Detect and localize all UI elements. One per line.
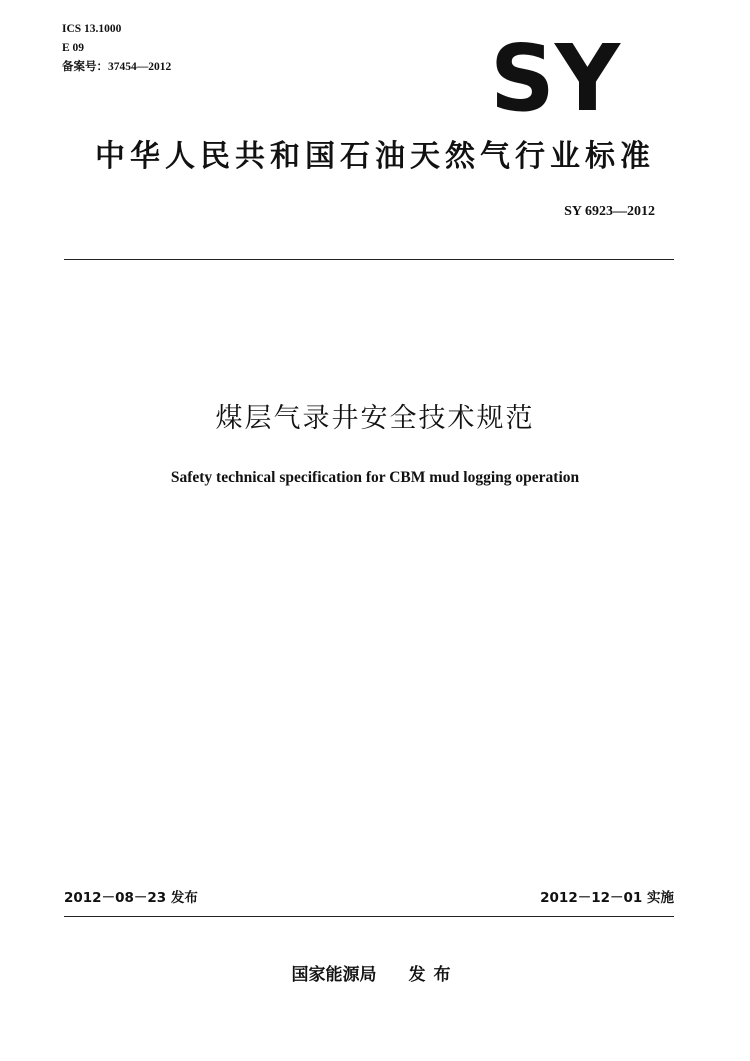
standard-metadata (62, 20, 171, 77)
classification-code: E 09 (62, 42, 85, 54)
issuer-line (0, 960, 750, 985)
bottom-divider (64, 916, 674, 917)
sy-logo-text: SY (490, 28, 622, 118)
effective-date: 2012－12－01 实施 (540, 890, 674, 906)
issuer-name: 国家能源局 (291, 965, 377, 985)
sy-logo (488, 28, 623, 118)
document-subtitle-english: Safety technical specification for CBM mud logging operation (170, 469, 580, 486)
ics-code: ICS 13.1000 (62, 23, 122, 35)
issuer-action: 发布 (408, 965, 459, 985)
document-title: 煤层气录井安全技术规范 (215, 403, 535, 434)
industry-standard-title: 中华人民共和国石油天然气行业标准 (95, 139, 655, 174)
top-divider (64, 259, 674, 260)
record-number: 备案号：37454—2012 (62, 61, 172, 73)
publish-date: 2012－08－23 发布 (64, 890, 198, 906)
standard-code: SY 6923—2012 (564, 204, 655, 219)
